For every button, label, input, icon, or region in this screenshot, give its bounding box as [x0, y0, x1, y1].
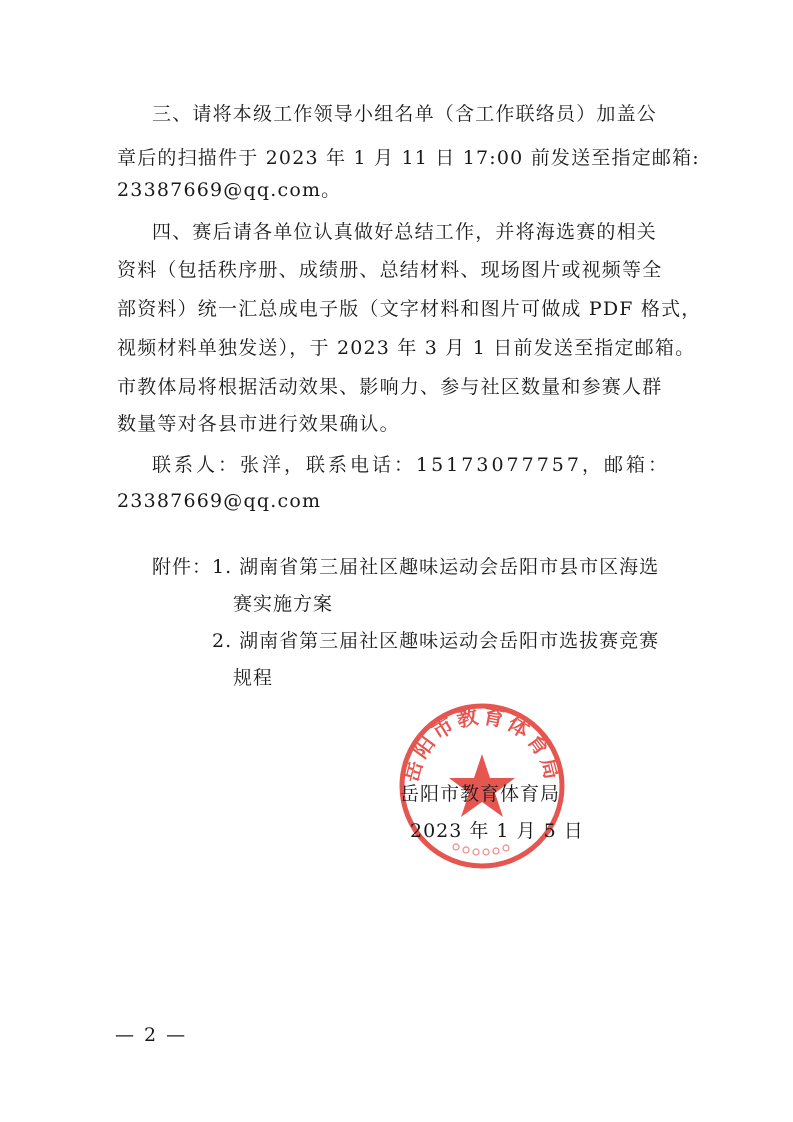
para3-line2: 章后的扫描件于 2023 年 1 月 11 日 17:00 前发送至指定邮箱:: [117, 147, 700, 169]
attachment-2-line2: 规程: [233, 667, 274, 689]
para4-line2: 资料（包括秩序册、成绩册、总结材料、现场图片或视频等全: [117, 259, 663, 281]
signature-date: 2023 年 1 月 5 日: [410, 820, 584, 842]
para4-line3: 部资料）统一汇总成电子版（文字材料和图片可做成 PDF 格式，: [117, 298, 702, 320]
attachment-1-line2: 赛实施方案: [233, 593, 334, 615]
attachments-label: 附件：: [152, 556, 213, 578]
para3-line3: 23387669@qq.com。: [117, 179, 342, 201]
para3-line1: 三、请将本级工作领导小组名单（含工作联络员）加盖公: [152, 103, 658, 125]
para4-line6: 数量等对各县市进行效果确认。: [117, 413, 400, 435]
attachment-2-line1: 2. 湖南省第三届社区趣味运动会岳阳市选拔赛竞赛: [212, 630, 660, 652]
para4-line1: 四、赛后请各单位认真做好总结工作，并将海选赛的相关: [152, 221, 658, 243]
signature-organization: 岳阳市教育体育局: [400, 783, 561, 805]
page-number: — 2 —: [115, 1024, 188, 1046]
para4-line4: 视频材料单独发送），于 2023 年 3 月 1 日前发送至指定邮箱。: [117, 337, 696, 359]
attachment-1-line1: 1. 湖南省第三届社区趣味运动会岳阳市县市区海选: [212, 556, 660, 578]
para4-line5: 市教体局将根据活动效果、影响力、参与社区数量和参赛人群: [117, 376, 663, 398]
contact-line1: 联系人：张洋，联系电话：15173077757，邮箱：: [152, 454, 670, 476]
seal-text: 岳阳市教育体育局: [397, 702, 567, 785]
contact-line2: 23387669@qq.com: [117, 490, 322, 512]
